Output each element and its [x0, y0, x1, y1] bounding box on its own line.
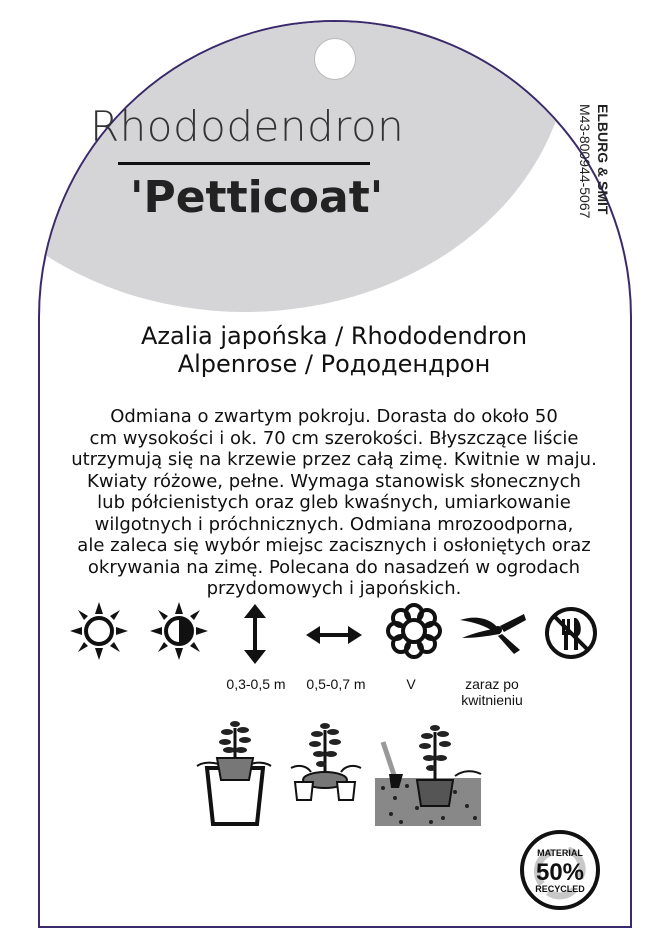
- common-names: [40, 322, 628, 378]
- description-line: ale zaleca się wybór miejsc zacisznych i osłoniętych oraz: [77, 535, 591, 556]
- pruning-caption: [446, 676, 538, 708]
- common-names-line: Azalia japońska / Rhododendron: [140, 322, 528, 350]
- hanging-hole: [314, 38, 356, 80]
- flowering-caption: V: [406, 676, 416, 692]
- description-line: wilgotnych i próchnicznych. Odmiana mrozoodporna,: [94, 513, 574, 535]
- product-code: M43-800944-5067: [577, 104, 593, 219]
- cultivar-title: 'Petticoat': [130, 172, 384, 223]
- badge-percent: 50%: [535, 859, 585, 886]
- ornament-pattern-icon: [210, 20, 550, 92]
- plant-in-ground-step-icon: [375, 725, 481, 826]
- flowering-icon: [386, 603, 442, 659]
- description: [40, 406, 628, 600]
- header-background: [38, 20, 570, 312]
- description-line: cm wysokości i ok. 70 cm szerokości. Błyszczące liście: [89, 427, 579, 449]
- title-divider: [118, 162, 370, 165]
- not-edible-icon: [544, 606, 598, 660]
- recycled-material-badge: [518, 828, 602, 912]
- description-line: Odmiana o zwartym pokroju. Dorasta do około 50: [110, 406, 558, 427]
- description-line: okrywania na zimę. Polecana do nasadzeń w ogrodach: [87, 556, 581, 578]
- planting-steps-illustration: [195, 718, 485, 830]
- height-arrow-icon: [242, 604, 268, 664]
- brand-name: ELBURG & SMIT: [595, 104, 611, 215]
- pruning-shears-icon: [458, 610, 528, 656]
- side-text: [576, 104, 612, 218]
- width-caption: 0,5-0,7 m: [306, 676, 366, 692]
- height-caption: 0,3-0,5 m: [226, 676, 286, 692]
- pruning-caption-line: kwitnieniu: [461, 692, 523, 708]
- common-names-line: Alpenrose / Рододендрон: [177, 350, 491, 378]
- badge-line-3: RECYCLED: [535, 884, 585, 894]
- badge-line-1: MATERIAL: [537, 848, 583, 858]
- description-line: utrzymują się na krzewie przez całą zimę. Kwitnie w maju.: [71, 449, 597, 470]
- genus-title: Rhododendron: [90, 102, 405, 151]
- partial-shade-icon: [148, 600, 210, 662]
- description-line: Kwiaty różowe, pełne. Wymaga stanowisk słonecznych: [87, 470, 581, 492]
- width-arrow-icon: [306, 624, 362, 646]
- pruning-caption-line: zaraz po: [465, 676, 519, 692]
- remove-pot-step-icon: [291, 723, 361, 800]
- description-line: przydomowych i japońskich.: [206, 578, 462, 599]
- soak-step-icon: [197, 721, 271, 824]
- full-sun-icon: [68, 600, 130, 662]
- description-line: lub półcienistych oraz gleb kwaśnych, umiarkowanie: [97, 492, 571, 513]
